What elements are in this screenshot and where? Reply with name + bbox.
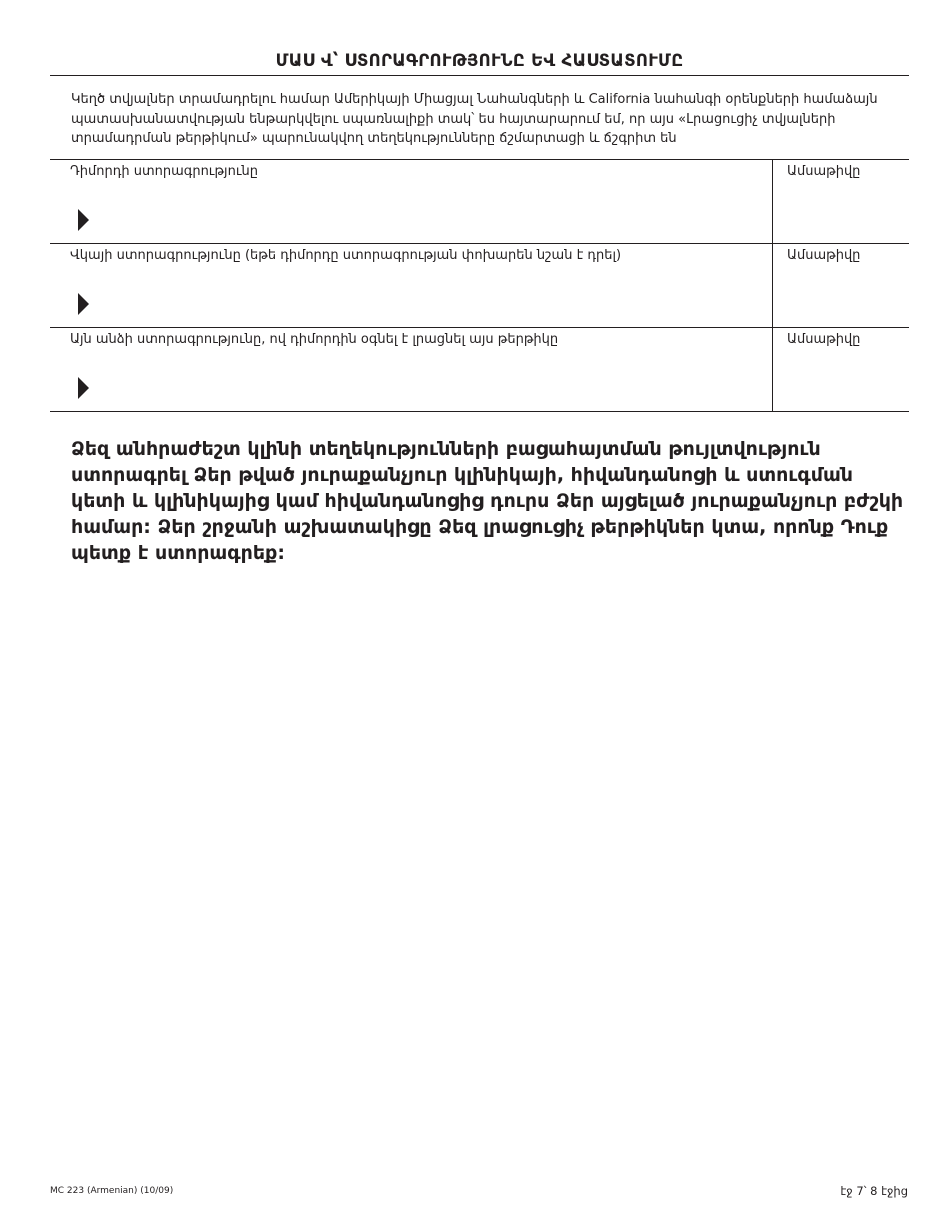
date-field-helper[interactable]: Ամսաթիվը — [787, 332, 861, 347]
triangle-right-icon — [78, 293, 89, 315]
signature-label: Վկայի ստորագրությունը (եթե դիմորդը ստորագրության փոխարեն նշան է դրել) — [70, 248, 622, 263]
declaration-text: Կեղծ տվյալներ տրամադրելու համար Ամերիկայի Միացյալ Նահանգների և California նահանգի օրենքների համաձայն պատասխանատվության ենթարկվելու սպառնալիքի տակ՝ ես հայտարարում եմ, որ այս «Լրացուցիչ տվյալների տրամադրման թերթիկում» պարունակվող տեղեկությունները ճշմարտացի և ճշգրիտ են — [71, 92, 878, 146]
date-field-applicant[interactable]: Ամսաթիվը — [787, 164, 861, 179]
signature-table — [50, 159, 909, 412]
signature-label: Դիմորդի ստորագրությունը — [70, 164, 258, 179]
signature-row-applicant — [50, 160, 909, 244]
triangle-right-icon — [78, 377, 89, 399]
section-title: ՄԱՍ Վ՝ ՍՏՈՐԱԳՐՈՒԹՅՈՒՆԸ ԵՎ ՀԱՍՏԱՏՈՒՄԸ — [275, 51, 684, 70]
signature-field-witness[interactable] — [50, 244, 773, 327]
triangle-right-icon — [78, 209, 89, 231]
page-number: էջ 7՝ 8 էջից — [840, 1184, 908, 1198]
signature-row-helper — [50, 328, 909, 411]
date-field-witness[interactable]: Ամսաթիվը — [787, 248, 861, 263]
form-id: MC 223 (Armenian) (10/09) — [50, 1186, 174, 1196]
signature-label: Այն անձի ստորագրությունը, ով դիմորդին օգնել է լրացնել այս թերթիկը — [70, 332, 559, 347]
signature-field-helper[interactable] — [50, 328, 773, 411]
signature-row-witness — [50, 244, 909, 328]
release-notice: Ձեզ անհրաժեշտ կլինի տեղեկությունների բացահայտման թույլտվություն ստորագրել Ձեր թված յուրաքանչյուր կլինիկայի, հիվանդանոցի և ստուգման կետի և կլինիկայից կամ հիվանդանոցից դուրս Ձեր այցելած յուրաքանչյուր բժշկի համար: Ձեր շրջանի աշխատակիցը Ձեզ լրացուցիչ թերթիկներ կտա, որոնք Դուք պետք է ստորագրեք: — [71, 438, 904, 564]
title-divider — [50, 75, 909, 76]
signature-field-applicant[interactable] — [50, 160, 773, 243]
